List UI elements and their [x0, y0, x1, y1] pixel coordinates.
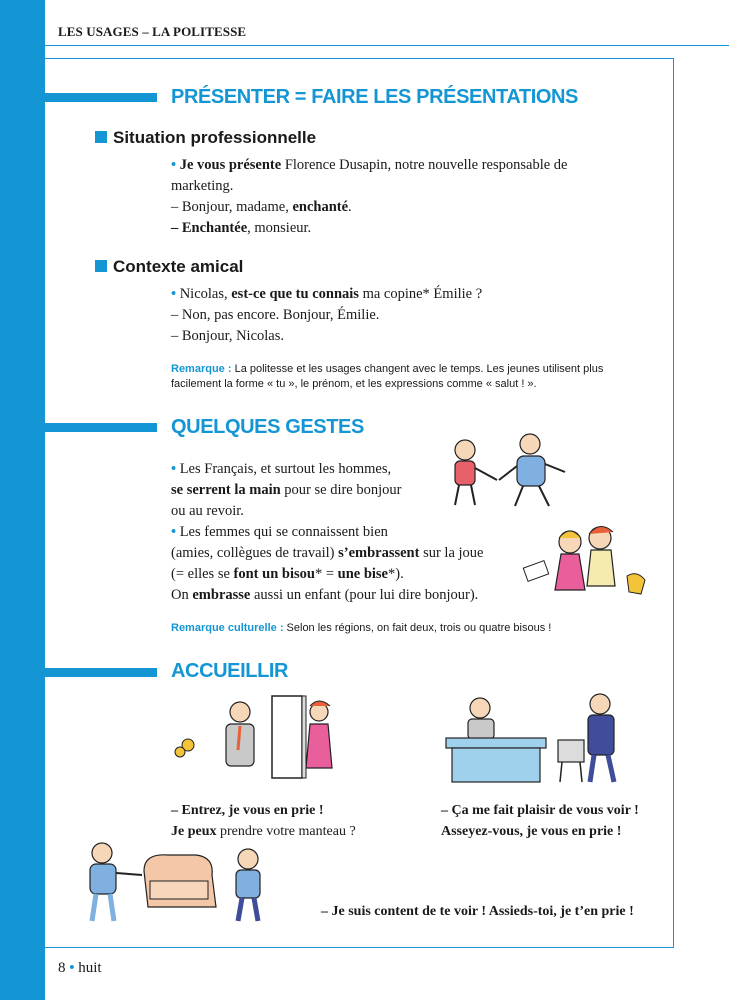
page-number: 8 — [58, 960, 66, 976]
square-bullet-icon — [95, 131, 107, 143]
dialogue-line: – Non, pas encore. Bonjour, Émilie. — [171, 307, 380, 323]
bullet-dot-icon: • — [171, 461, 177, 477]
handshake-illustration — [425, 430, 585, 510]
dialogue-line: – Bonjour, madame, enchanté. — [171, 199, 352, 215]
armchair-welcome-illustration — [78, 835, 298, 925]
quote-office: – Ça me fait plaisir de vous voir ! Asseyez-vous, je vous en prie ! — [441, 803, 639, 839]
subheading-friendly: Contexte amical — [95, 257, 243, 277]
bise-illustration — [515, 520, 665, 610]
page-footer — [58, 960, 102, 977]
section-title-accueillir: ACCUEILLIR — [171, 660, 289, 682]
quote-armchair: – Je suis content de te voir ! Assieds-toi, je t’en prie ! — [321, 904, 634, 919]
bullet-dot-icon: • — [171, 157, 177, 173]
dialogue-line: – Enchantée, monsieur. — [171, 220, 312, 236]
subheading-professional: Situation professionnelle — [95, 128, 316, 148]
bullet-dot-icon: • — [69, 960, 75, 976]
remark-gestes: Remarque culturelle : Selon les régions, on fait deux, trois ou quatre bisous ! — [171, 622, 552, 634]
square-bullet-icon — [95, 260, 107, 272]
dialogue-line: marketing. — [171, 178, 234, 194]
section-title-presenter: PRÉSENTER = FAIRE LES PRÉSENTATIONS — [171, 86, 578, 108]
dialogue-line: • Je vous présente Florence Dusapin, notre nouvelle responsable de — [171, 157, 568, 173]
dialogue-line: • Nicolas, est-ce que tu connais ma copine* Émilie ? — [171, 286, 483, 302]
office-welcome-illustration — [440, 688, 630, 788]
door-welcome-illustration — [160, 690, 360, 785]
bullet-dot-icon: • — [171, 524, 177, 540]
running-title: LES USAGES – LA POLITESSE — [58, 24, 247, 39]
header-rule — [45, 45, 729, 46]
dialogue-friendly — [171, 284, 641, 347]
bullet-dot-icon: • — [171, 286, 177, 302]
gestes-text: • Les Français, et surtout les hommes, se serrent la main pour se dire bonjour ou au revoir. • Les femmes qui se connaissent bien (amies, collègues de travail) s’embrassent sur la joue (= elles se font un bisou* = une bise*). On embrasse aussi un enfant (pour lui dire bonjour). — [171, 461, 484, 603]
section-bar-accueillir — [45, 668, 157, 677]
section-bar-presenter — [45, 93, 157, 102]
dialogue-professional — [171, 155, 641, 239]
section-title-gestes: QUELQUES GESTES — [171, 416, 364, 438]
remark-presenter: Remarque : La politesse et les usages changent avec le temps. Les jeunes utilisent plus facilement la forme « tu », le prénom, et les expressions comme « salut ! ». — [171, 363, 604, 390]
quote-door: – Entrez, je vous en prie ! Je peux prendre votre manteau ? — [171, 803, 356, 839]
page-word: huit — [78, 960, 102, 976]
dialogue-line: – Bonjour, Nicolas. — [171, 328, 284, 344]
section-bar-gestes — [45, 423, 157, 432]
left-color-band — [0, 0, 45, 1000]
